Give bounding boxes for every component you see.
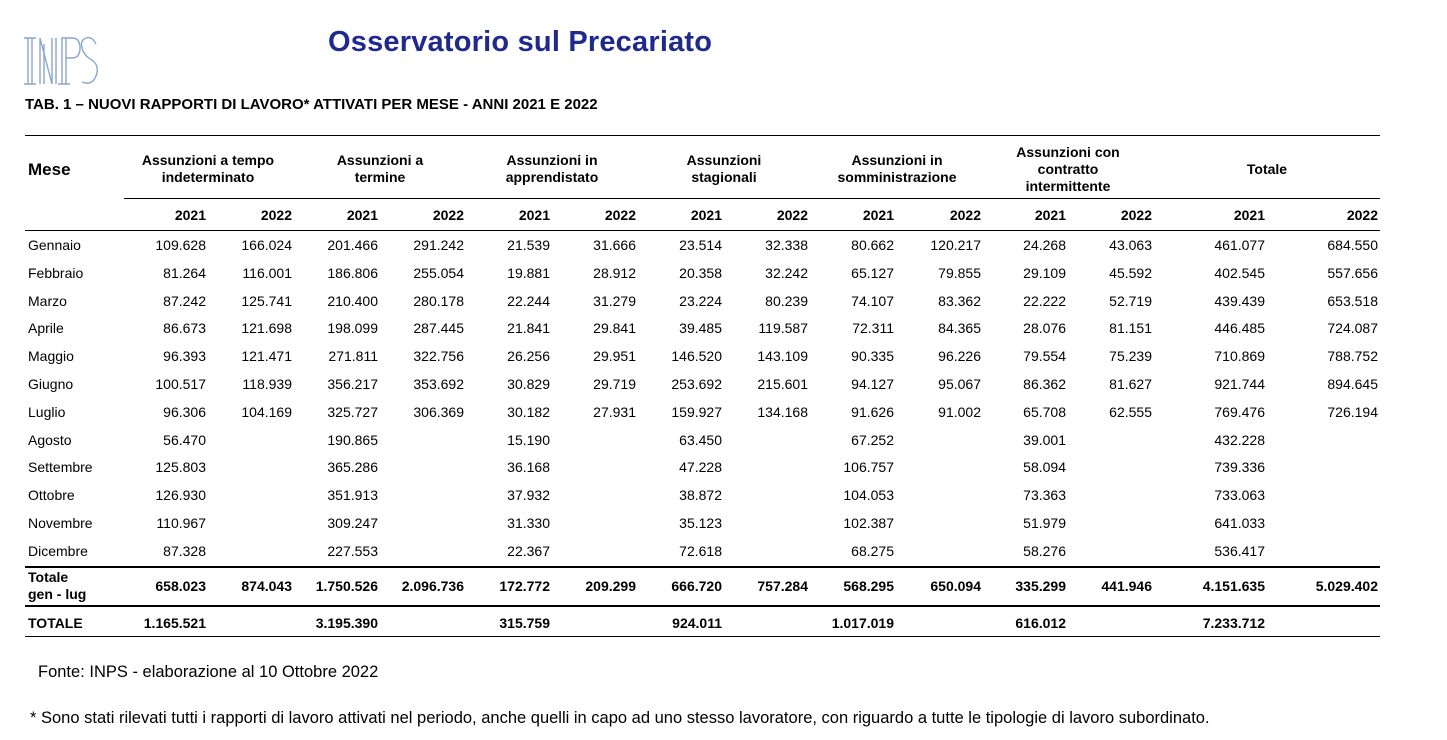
column-group-header-line: Assunzioni in bbox=[851, 152, 943, 168]
total-value: 7.233.712 bbox=[1202, 615, 1265, 631]
value-cell: 22.222 bbox=[1023, 293, 1066, 309]
value-cell: 86.673 bbox=[163, 320, 206, 336]
year-header: 2021 bbox=[690, 207, 722, 223]
value-cell: 75.239 bbox=[1109, 348, 1152, 364]
subtotal-label: Totale bbox=[28, 569, 69, 585]
subtotal-value: 658.023 bbox=[155, 578, 206, 594]
table-top-rule bbox=[25, 135, 1380, 136]
month-label: Dicembre bbox=[28, 543, 88, 559]
column-group-header-line: Assunzioni in bbox=[506, 152, 598, 168]
year-header: 2021 bbox=[174, 207, 206, 223]
value-cell: 68.275 bbox=[851, 543, 894, 559]
footnote: * Sono stati rilevati tutti i rapporti di lavoro attivati nel periodo, anche quelli in capo ad uno stesso lavoratore, con riguardo a tutte le tipologie di lavoro subordinato. bbox=[30, 709, 1210, 727]
value-cell: 641.033 bbox=[1214, 515, 1265, 531]
value-cell: 29.109 bbox=[1023, 265, 1066, 281]
total-value: 315.759 bbox=[499, 615, 550, 631]
value-cell: 81.627 bbox=[1109, 376, 1152, 392]
year-header: 2021 bbox=[346, 207, 378, 223]
subtotal-bottom-rule bbox=[25, 605, 1380, 607]
value-cell: 43.063 bbox=[1109, 237, 1152, 253]
subtotal-value: 757.284 bbox=[757, 578, 808, 594]
inps-logo bbox=[22, 30, 100, 90]
value-cell: 280.178 bbox=[413, 293, 464, 309]
column-group-header bbox=[108, 152, 308, 186]
value-cell: 201.466 bbox=[327, 237, 378, 253]
column-group-header-line: somministrazione bbox=[837, 169, 957, 185]
value-cell: 134.168 bbox=[757, 404, 808, 420]
value-cell: 15.190 bbox=[507, 432, 550, 448]
column-group-header bbox=[624, 152, 824, 186]
value-cell: 56.470 bbox=[163, 432, 206, 448]
year-header: 2021 bbox=[1034, 207, 1066, 223]
month-label: Luglio bbox=[28, 404, 66, 420]
value-cell: 126.930 bbox=[155, 487, 206, 503]
value-cell: 23.224 bbox=[679, 293, 722, 309]
year-header: 2022 bbox=[432, 207, 464, 223]
month-label: Marzo bbox=[28, 293, 67, 309]
value-cell: 684.550 bbox=[1327, 237, 1378, 253]
value-cell: 96.306 bbox=[163, 404, 206, 420]
value-cell: 80.239 bbox=[765, 293, 808, 309]
group-header-rule bbox=[124, 198, 1380, 199]
value-cell: 32.242 bbox=[765, 265, 808, 281]
total-value: 616.012 bbox=[1015, 615, 1066, 631]
source-note: Fonte: INPS - elaborazione al 10 Ottobre 2022 bbox=[38, 663, 379, 681]
value-cell: 19.881 bbox=[507, 265, 550, 281]
subtotal-value: 5.029.402 bbox=[1315, 578, 1378, 594]
year-header: 2022 bbox=[1120, 207, 1152, 223]
value-cell: 121.471 bbox=[241, 348, 292, 364]
value-cell: 22.244 bbox=[507, 293, 550, 309]
value-cell: 461.077 bbox=[1214, 237, 1265, 253]
value-cell: 100.517 bbox=[155, 376, 206, 392]
value-cell: 51.979 bbox=[1023, 515, 1066, 531]
value-cell: 104.053 bbox=[843, 487, 894, 503]
value-cell: 271.811 bbox=[328, 348, 378, 364]
value-cell: 63.450 bbox=[679, 432, 722, 448]
value-cell: 325.727 bbox=[327, 404, 378, 420]
value-cell: 653.518 bbox=[1327, 293, 1378, 309]
table-caption: TAB. 1 – NUOVI RAPPORTI DI LAVORO* ATTIVATI PER MESE - ANNI 2021 E 2022 bbox=[25, 96, 598, 113]
value-cell: 31.330 bbox=[507, 515, 550, 531]
value-cell: 29.951 bbox=[593, 348, 636, 364]
value-cell: 186.806 bbox=[327, 265, 378, 281]
value-cell: 35.123 bbox=[679, 515, 722, 531]
value-cell: 79.855 bbox=[938, 265, 981, 281]
value-cell: 94.127 bbox=[851, 376, 894, 392]
value-cell: 159.927 bbox=[671, 404, 722, 420]
value-cell: 81.151 bbox=[1109, 320, 1152, 336]
subtotal-value: 441.946 bbox=[1101, 578, 1152, 594]
total-label: TOTALE bbox=[28, 615, 83, 631]
value-cell: 84.365 bbox=[938, 320, 981, 336]
column-group-header bbox=[452, 152, 652, 186]
value-cell: 166.024 bbox=[241, 237, 292, 253]
value-cell: 306.369 bbox=[413, 404, 464, 420]
value-cell: 724.087 bbox=[1327, 320, 1378, 336]
value-cell: 322.756 bbox=[413, 348, 464, 364]
value-cell: 79.554 bbox=[1023, 348, 1066, 364]
column-group-header-line: intermittente bbox=[1025, 177, 1111, 194]
value-cell: 733.063 bbox=[1214, 487, 1265, 503]
value-cell: 215.601 bbox=[757, 376, 808, 392]
month-label: Ottobre bbox=[28, 487, 75, 503]
column-group-header-line: Assunzioni bbox=[686, 152, 762, 168]
value-cell: 557.656 bbox=[1327, 265, 1378, 281]
month-label: Novembre bbox=[28, 515, 93, 531]
subtotal-value: 4.151.635 bbox=[1202, 578, 1265, 594]
value-cell: 29.841 bbox=[593, 320, 636, 336]
value-cell: 210.400 bbox=[327, 293, 378, 309]
value-cell: 38.872 bbox=[679, 487, 722, 503]
value-cell: 58.276 bbox=[1023, 543, 1066, 559]
value-cell: 30.829 bbox=[507, 376, 550, 392]
value-cell: 91.002 bbox=[938, 404, 981, 420]
value-cell: 146.520 bbox=[671, 348, 722, 364]
subtotal-value: 2.096.736 bbox=[401, 578, 464, 594]
column-group-header-line: stagionali bbox=[691, 169, 757, 185]
value-cell: 72.618 bbox=[679, 543, 722, 559]
value-cell: 58.094 bbox=[1023, 459, 1066, 475]
value-cell: 26.256 bbox=[507, 348, 550, 364]
value-cell: 109.628 bbox=[155, 237, 206, 253]
value-cell: 287.445 bbox=[413, 320, 464, 336]
value-cell: 20.358 bbox=[679, 265, 722, 281]
subtotal-value: 335.299 bbox=[1015, 578, 1066, 594]
value-cell: 90.335 bbox=[851, 348, 894, 364]
value-cell: 227.553 bbox=[327, 543, 378, 559]
page-title: Osservatorio sul Precariato bbox=[328, 26, 713, 58]
value-cell: 894.645 bbox=[1327, 376, 1378, 392]
body-bottom-rule bbox=[25, 566, 1380, 568]
value-cell: 253.692 bbox=[671, 376, 722, 392]
month-label: Febbraio bbox=[28, 265, 84, 281]
value-cell: 96.226 bbox=[938, 348, 981, 364]
month-label: Settembre bbox=[28, 459, 93, 475]
year-header: 2021 bbox=[518, 207, 550, 223]
year-header: 2021 bbox=[1233, 207, 1265, 223]
value-cell: 73.363 bbox=[1023, 487, 1066, 503]
column-group-header-line: indeterminato bbox=[161, 169, 255, 185]
value-cell: 36.168 bbox=[507, 459, 550, 475]
value-cell: 432.228 bbox=[1214, 432, 1265, 448]
value-cell: 65.708 bbox=[1023, 404, 1066, 420]
total-value: 1.017.019 bbox=[831, 615, 894, 631]
value-cell: 86.362 bbox=[1023, 376, 1066, 392]
column-group-header-line: Assunzioni a tempo bbox=[141, 152, 275, 168]
total-value: 3.195.390 bbox=[315, 615, 378, 631]
value-cell: 121.698 bbox=[241, 320, 292, 336]
value-cell: 62.555 bbox=[1109, 404, 1152, 420]
column-group-header-line: Assunzioni a bbox=[336, 152, 424, 168]
value-cell: 27.931 bbox=[593, 404, 636, 420]
value-cell: 536.417 bbox=[1214, 543, 1265, 559]
year-header: 2022 bbox=[776, 207, 808, 223]
value-cell: 402.545 bbox=[1214, 265, 1265, 281]
value-cell: 309.247 bbox=[327, 515, 378, 531]
value-cell: 37.932 bbox=[507, 487, 550, 503]
value-cell: 96.393 bbox=[163, 348, 206, 364]
year-header-rule bbox=[25, 230, 1380, 231]
value-cell: 769.476 bbox=[1214, 404, 1265, 420]
value-cell: 87.328 bbox=[163, 543, 206, 559]
value-cell: 47.228 bbox=[679, 459, 722, 475]
value-cell: 446.485 bbox=[1214, 320, 1265, 336]
column-group-header-line: contratto bbox=[1037, 160, 1099, 177]
value-cell: 125.741 bbox=[241, 293, 292, 309]
value-cell: 67.252 bbox=[851, 432, 894, 448]
value-cell: 353.692 bbox=[413, 376, 464, 392]
subtotal-label: gen - lug bbox=[28, 586, 87, 602]
total-value: 924.011 bbox=[672, 615, 722, 631]
total-value: 1.165.521 bbox=[143, 615, 206, 631]
month-label: Gennaio bbox=[28, 237, 81, 253]
value-cell: 104.169 bbox=[241, 404, 292, 420]
value-cell: 65.127 bbox=[851, 265, 894, 281]
value-cell: 739.336 bbox=[1214, 459, 1265, 475]
value-cell: 21.841 bbox=[507, 320, 550, 336]
value-cell: 28.076 bbox=[1023, 320, 1066, 336]
subtotal-value: 209.299 bbox=[585, 578, 636, 594]
inps-logo-mark bbox=[24, 38, 97, 84]
value-cell: 291.242 bbox=[413, 237, 464, 253]
year-header: 2022 bbox=[1346, 207, 1378, 223]
value-cell: 23.514 bbox=[679, 237, 722, 253]
value-cell: 125.803 bbox=[155, 459, 206, 475]
year-header: 2022 bbox=[260, 207, 292, 223]
value-cell: 110.967 bbox=[156, 515, 206, 531]
value-cell: 788.752 bbox=[1327, 348, 1378, 364]
value-cell: 119.587 bbox=[758, 320, 808, 336]
month-label: Maggio bbox=[28, 348, 74, 364]
value-cell: 726.194 bbox=[1327, 404, 1378, 420]
value-cell: 31.279 bbox=[593, 293, 636, 309]
value-cell: 29.719 bbox=[593, 376, 636, 392]
subtotal-value: 1.750.526 bbox=[315, 578, 378, 594]
value-cell: 45.592 bbox=[1109, 265, 1152, 281]
value-cell: 106.757 bbox=[843, 459, 894, 475]
subtotal-value: 666.720 bbox=[671, 578, 722, 594]
value-cell: 72.311 bbox=[852, 320, 894, 336]
value-cell: 83.362 bbox=[938, 293, 981, 309]
value-cell: 143.109 bbox=[757, 348, 808, 364]
value-cell: 710.869 bbox=[1214, 348, 1265, 364]
value-cell: 190.865 bbox=[327, 432, 378, 448]
value-cell: 116.001 bbox=[242, 265, 292, 281]
value-cell: 921.744 bbox=[1214, 376, 1265, 392]
subtotal-value: 874.043 bbox=[241, 578, 292, 594]
value-cell: 351.913 bbox=[327, 487, 378, 503]
value-cell: 52.719 bbox=[1109, 293, 1152, 309]
year-header: 2022 bbox=[949, 207, 981, 223]
value-cell: 91.626 bbox=[851, 404, 894, 420]
subtotal-value: 172.772 bbox=[499, 578, 550, 594]
value-cell: 439.439 bbox=[1214, 293, 1265, 309]
value-cell: 120.217 bbox=[930, 237, 981, 253]
value-cell: 32.338 bbox=[765, 237, 808, 253]
subtotal-value: 650.094 bbox=[930, 578, 981, 594]
value-cell: 24.268 bbox=[1023, 237, 1066, 253]
value-cell: 31.666 bbox=[593, 237, 636, 253]
value-cell: 365.286 bbox=[327, 459, 378, 475]
month-column-header: Mese bbox=[28, 160, 71, 179]
subtotal-value: 568.295 bbox=[843, 578, 894, 594]
column-group-header-line: Totale bbox=[1246, 160, 1288, 177]
column-group-header-line: apprendistato bbox=[505, 169, 599, 185]
value-cell: 255.054 bbox=[413, 265, 464, 281]
value-cell: 74.107 bbox=[851, 293, 894, 309]
column-group-header-line: Assunzioni con bbox=[1016, 143, 1120, 160]
value-cell: 118.939 bbox=[242, 376, 292, 392]
column-group-header bbox=[1167, 161, 1367, 178]
value-cell: 87.242 bbox=[163, 293, 206, 309]
value-cell: 30.182 bbox=[507, 404, 550, 420]
month-label: Agosto bbox=[28, 432, 72, 448]
column-group-header-line: termine bbox=[354, 169, 406, 185]
month-label: Aprile bbox=[28, 320, 64, 336]
column-group-header bbox=[280, 152, 480, 186]
value-cell: 95.067 bbox=[938, 376, 981, 392]
value-cell: 80.662 bbox=[851, 237, 894, 253]
month-label: Giugno bbox=[28, 376, 74, 392]
value-cell: 21.539 bbox=[507, 237, 550, 253]
value-cell: 81.264 bbox=[163, 265, 206, 281]
value-cell: 102.387 bbox=[843, 515, 894, 531]
column-group-header bbox=[797, 152, 997, 186]
table-bottom-rule bbox=[25, 636, 1380, 637]
column-group-header bbox=[968, 144, 1168, 195]
value-cell: 28.912 bbox=[593, 265, 636, 281]
value-cell: 356.217 bbox=[327, 376, 378, 392]
year-header: 2021 bbox=[862, 207, 894, 223]
value-cell: 39.485 bbox=[679, 320, 722, 336]
year-header: 2022 bbox=[604, 207, 636, 223]
value-cell: 22.367 bbox=[507, 543, 550, 559]
value-cell: 198.099 bbox=[327, 320, 378, 336]
value-cell: 39.001 bbox=[1023, 432, 1066, 448]
